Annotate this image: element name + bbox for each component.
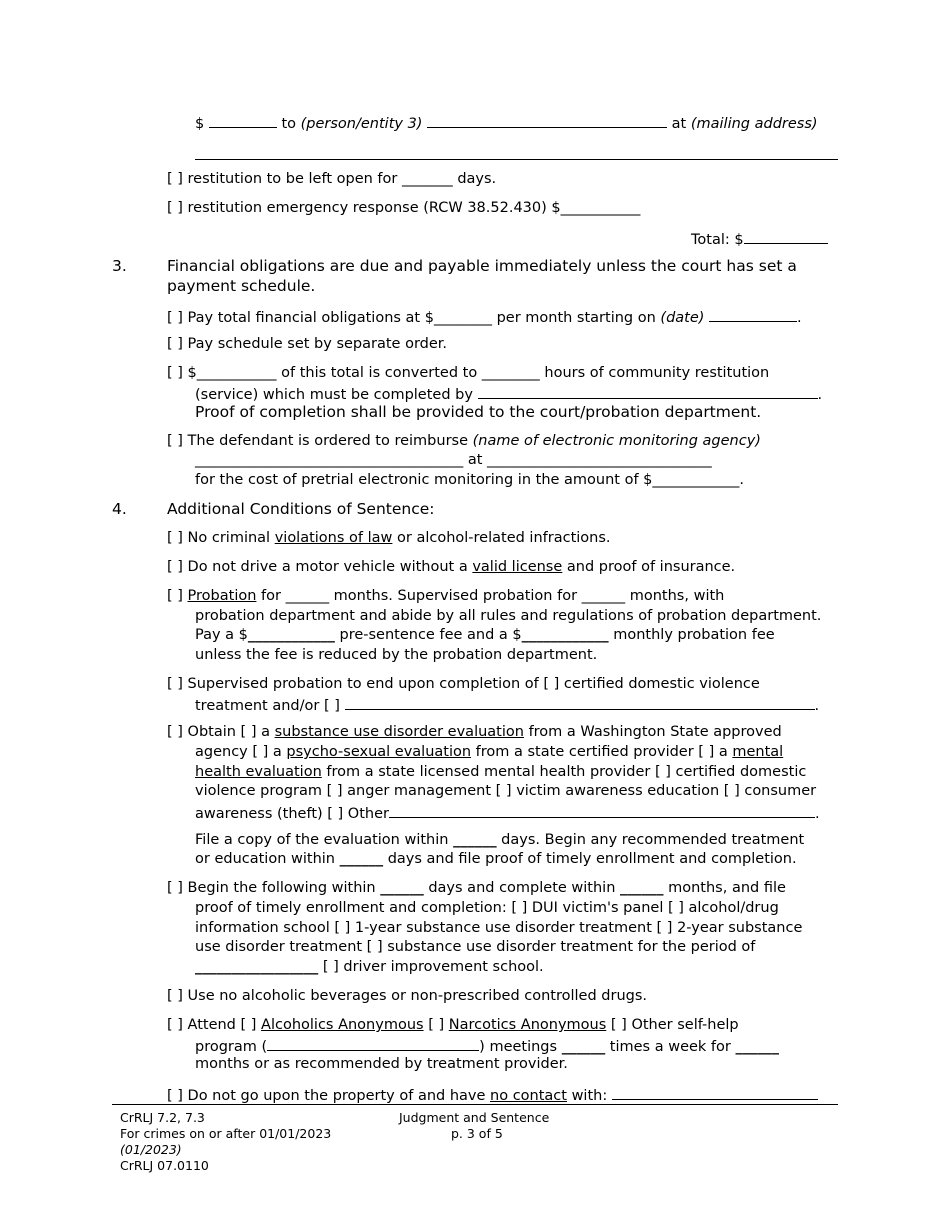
program-name-blank[interactable] — [267, 1035, 479, 1051]
footer-crimes-date: For crimes on or after 01/01/2023 — [120, 1126, 332, 1141]
section-3-heading-2: payment schedule. — [167, 277, 316, 295]
reimburse-line-2: _____________________________________ at _______________________________ — [195, 452, 712, 468]
other-blank[interactable] — [389, 802, 815, 818]
total-blank[interactable] — [744, 228, 828, 244]
restitution-left-open: [ ] restitution to be left open for _______ days. — [167, 171, 497, 187]
attend-line-2: program ( ) meetings ______ times a week for ______ — [195, 1035, 779, 1057]
amount-blank[interactable] — [209, 112, 277, 128]
convert-line-1: [ ] $___________ of this total is converted to ________ hours of community restitution — [167, 365, 770, 381]
pay-total-option: [ ] Pay total financial obligations at $________ per month starting on (date) . — [167, 306, 802, 328]
obtain-line-3: health evaluation from a state licensed mental health provider [ ] certified domestic — [195, 764, 807, 780]
start-date-blank[interactable] — [709, 306, 797, 322]
reimburse-line-1: [ ] The defendant is ordered to reimburse (name of electronic monitoring agency) — [167, 433, 761, 449]
convert-line-2: (service) which must be completed by . — [195, 383, 822, 405]
convert-line-3: Proof of completion shall be provided to the court/probation department. — [195, 403, 762, 421]
completion-date-blank[interactable] — [478, 383, 818, 399]
section-4-heading: Additional Conditions of Sentence: — [167, 500, 435, 518]
begin-line-4: use disorder treatment [ ] substance use disorder treatment for the period of — [195, 939, 756, 955]
footer-page-number: p. 3 of 5 — [451, 1126, 503, 1141]
file-copy-line-1: File a copy of the evaluation within ______ days. Begin any recommended treatment — [195, 832, 805, 848]
total-line: Total: $ — [691, 228, 828, 250]
supervised-line-2: treatment and/or [ ] . — [195, 694, 819, 716]
obtain-line-1: [ ] Obtain [ ] a substance use disorder evaluation from a Washington State approved — [167, 724, 782, 740]
no-contact-line: [ ] Do not go upon the property of and have no contact with: — [167, 1084, 818, 1106]
treatment-other-blank[interactable] — [345, 694, 815, 710]
attend-line-1: [ ] Attend [ ] Alcoholics Anonymous [ ] Narcotics Anonymous [ ] Other self-help — [167, 1017, 739, 1033]
begin-line-1: [ ] Begin the following within ______ days and complete within ______ months, and file — [167, 880, 786, 896]
no-contact-blank[interactable] — [612, 1084, 818, 1100]
begin-line-3: information school [ ] 1-year substance use disorder treatment [ ] 2-year substance — [195, 920, 803, 936]
obtain-line-5: awareness (theft) [ ] Other . — [195, 802, 820, 824]
obtain-line-2: agency [ ] a psycho-sexual evaluation from a state certified provider [ ] a mental — [195, 744, 784, 760]
reimburse-line-3: for the cost of pretrial electronic monitoring in the amount of $____________. — [195, 472, 745, 488]
probation-line-2: probation department and abide by all rules and regulations of probation department. — [195, 608, 822, 624]
section-4-number: 4. — [112, 500, 127, 518]
obtain-line-4: violence program [ ] anger management [ ] victim awareness education [ ] consumer — [195, 783, 817, 799]
footer-title: Judgment and Sentence — [399, 1110, 550, 1125]
mailing-address-blank[interactable] — [195, 159, 838, 160]
section-3-heading-1: Financial obligations are due and payable immediately unless the court has set a — [167, 257, 797, 275]
no-alcohol-line: [ ] Use no alcoholic beverages or non-prescribed controlled drugs. — [167, 988, 648, 1004]
begin-line-2: proof of timely enrollment and completion: [ ] DUI victim's panel [ ] alcohol/drug — [195, 900, 779, 916]
footer-rule — [112, 1104, 838, 1105]
file-copy-line-2: or education within ______ days and file proof of timely enrollment and completion. — [195, 851, 797, 867]
probation-line-4: unless the fee is reduced by the probation department. — [195, 647, 598, 663]
restitution-line-3: $ to (person/entity 3) at (mailing address) — [195, 112, 818, 134]
begin-line-5: _________________ [ ] driver improvement school. — [195, 959, 544, 975]
probation-line-3: Pay a $____________ pre-sentence fee and a $____________ monthly probation fee — [195, 627, 775, 643]
person-entity-blank[interactable] — [427, 112, 667, 128]
section-3-number: 3. — [112, 257, 127, 275]
condition-no-drive: [ ] Do not drive a motor vehicle without a valid license and proof of insurance. — [167, 559, 736, 575]
footer-form-number: CrRLJ 07.0110 — [120, 1158, 209, 1173]
condition-no-criminal: [ ] No criminal violations of law or alcohol-related infractions. — [167, 530, 611, 546]
footer-revision: (01/2023) — [120, 1142, 182, 1157]
footer-rule-ref: CrRLJ 7.2, 7.3 — [120, 1110, 205, 1125]
attend-line-3: months or as recommended by treatment provider. — [195, 1056, 568, 1072]
restitution-emergency: [ ] restitution emergency response (RCW 38.52.430) $___________ — [167, 200, 641, 216]
probation-line-1: [ ] Probation for ______ months. Supervised probation for ______ months, with — [167, 588, 725, 604]
pay-schedule-option: [ ] Pay schedule set by separate order. — [167, 336, 448, 352]
supervised-line-1: [ ] Supervised probation to end upon completion of [ ] certified domestic violence — [167, 676, 760, 692]
